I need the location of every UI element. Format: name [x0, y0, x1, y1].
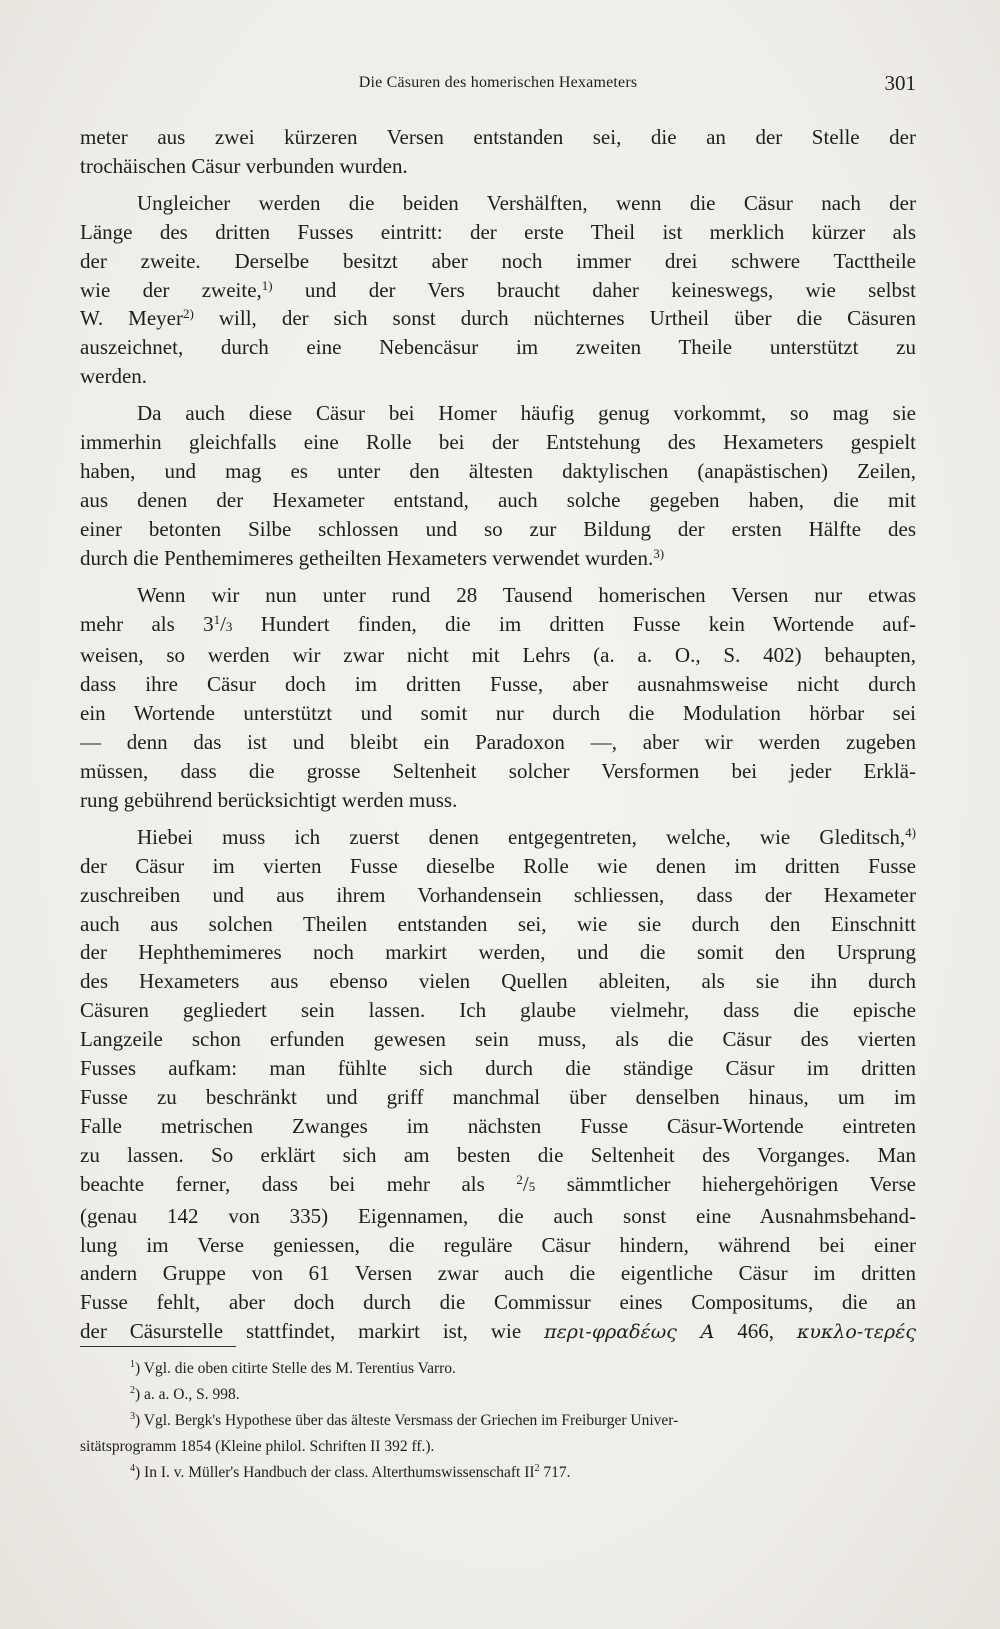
- fraction-denominator: 5: [528, 1178, 536, 1194]
- text-line: Falle metrischen Zwanges im nächsten Fusse Cäsur-Wortende eintreten: [80, 1113, 916, 1138]
- footnote-ref: 2): [183, 306, 194, 322]
- text-segment: sämmtlicher hiehergehörigen Verse: [535, 1171, 917, 1196]
- text-segment: beachte ferner, dass bei mehr als: [80, 1171, 517, 1196]
- footnote-text: 717.: [539, 1464, 571, 1481]
- fraction-numerator: 2: [516, 1171, 523, 1187]
- footnotes: [80, 1356, 916, 1486]
- text-line: auch aus solchen Theilen entstanden sei, wie sie durch den Einschnitt: [80, 911, 916, 936]
- text-line: der Cäsur im vierten Fusse dieselbe Rolle wie denen im dritten Fusse: [80, 853, 916, 878]
- paragraph-2: [80, 189, 916, 391]
- paragraph-3: [80, 399, 916, 572]
- text-line: [80, 1170, 916, 1202]
- text-line: zu lassen. So erklärt sich am besten die Seltenheit des Vorganges. Man: [80, 1142, 916, 1167]
- text-segment: durch die Penthemimeres getheilten Hexameters verwendet wurden.: [80, 545, 654, 570]
- text-line: trochäischen Cäsur verbunden wurden.: [80, 153, 408, 178]
- footnote-number: 2: [130, 1385, 135, 1396]
- footnote-2: [80, 1382, 916, 1408]
- text-line: lung im Verse geniessen, die reguläre Cäsur hindern, während bei einer: [80, 1232, 916, 1257]
- footnote-text: ) Vgl. die oben citirte Stelle des M. Terentius Varro.: [135, 1360, 456, 1377]
- text-line: Da auch diese Cäsur bei Homer häufig genug vorkommt, so mag sie: [137, 401, 916, 426]
- footnote-number: 3: [130, 1411, 135, 1422]
- text-line: Langzeile schon erfunden gewesen sein muss, als die Cäsur des vierten: [80, 1027, 916, 1052]
- text-line: müssen, dass die grosse Seltenheit solcher Versformen bei jeder Erklä-: [80, 759, 916, 784]
- footnote-number: 1: [130, 1359, 135, 1370]
- text-line: ein Wortende unterstützt und somit nur durch die Modulation hörbar sei: [80, 701, 916, 726]
- text-segment: und der Vers braucht daher keineswegs, wie selbst: [272, 277, 916, 302]
- text-line: — denn das ist und bleibt ein Paradoxon —, aber wir werden zugeben: [80, 730, 916, 755]
- text-segment: Hiebei muss ich zuerst denen entgegentreten, welche, wie Gleditsch,: [137, 824, 906, 849]
- text-line: einer betonten Silbe schlossen und so zur Bildung der ersten Hälfte des: [80, 516, 916, 541]
- superscript: 2: [534, 1463, 540, 1474]
- text-line: Ungleicher werden die beiden Vershälften, wenn die Cäsur nach der: [137, 190, 916, 215]
- text-segment: Hundert finden, die im dritten Fusse kein Wortende auf-: [232, 611, 916, 636]
- text-line: des Hexameters aus ebenso vielen Quellen ableiten, als sie ihn durch: [80, 969, 916, 994]
- text-segment: 466,: [714, 1319, 797, 1344]
- footnote-3: [80, 1408, 916, 1434]
- page-number: 301: [884, 71, 916, 95]
- body-text: [80, 123, 916, 1355]
- text-line: der Hephthemimeres noch markirt werden, und die somit den Ursprung: [80, 940, 916, 965]
- footnote-ref: 1): [261, 277, 273, 293]
- text-line: Wenn wir nun unter rund 28 Tausend homerischen Versen nur etwas: [137, 582, 916, 607]
- footnote-4: [80, 1460, 916, 1486]
- fraction-slash: /: [220, 611, 226, 636]
- footnote-ref: 3): [653, 545, 665, 561]
- text-segment: wie der zweite,: [80, 277, 262, 302]
- text-line: [80, 276, 916, 305]
- text-line: Fusses aufkam: man fühlte sich durch die ständige Cäsur im dritten: [80, 1056, 916, 1081]
- text-segment: der Cäsurstelle stattfindet, markirt ist, wie: [80, 1319, 545, 1344]
- fraction-slash: /: [522, 1171, 529, 1196]
- fraction-denominator: 3: [225, 618, 233, 634]
- text-line: Fusse zu beschränkt und griff manchmal über denselben hinaus, um im: [80, 1085, 916, 1109]
- footnote-text: ) Vgl. Bergk's Hypothese über das älteste Versmass der Griechen im Freiburger Univer-: [135, 1412, 679, 1429]
- text-line: Fusse fehlt, aber doch durch die Commissur eines Compositums, die an: [80, 1290, 916, 1315]
- footnote-1: [80, 1356, 916, 1382]
- text-line: rung gebührend berücksichtigt werden muss.: [80, 787, 458, 812]
- footnote-rule: [80, 1346, 236, 1347]
- text-line: (genau 142 von 335) Eigennamen, die auch sonst eine Ausnahmsbehand-: [80, 1203, 916, 1228]
- footnote-ref: 4): [905, 824, 916, 840]
- text-segment: will, der sich sonst durch nüchternes Urtheil über die Cäsuren: [193, 306, 916, 331]
- text-line: dass ihre Cäsur doch im dritten Fusse, aber ausnahmsweise nicht durch: [80, 672, 916, 697]
- text-segment: mehr als 3: [80, 611, 214, 636]
- text-line: [80, 304, 916, 333]
- text-line: der zweite. Derselbe besitzt aber noch immer drei schwere Tacttheile: [80, 248, 916, 273]
- greek-word: περι-φραδέως: [544, 1321, 677, 1344]
- text-line: auszeichnet, durch eine Nebencäsur im zweiten Theile unterstützt zu: [80, 335, 916, 360]
- text-line: zuschreiben und aus ihrem Vorhandensein schliessen, dass der Hexameter: [80, 882, 916, 907]
- footnote-text: ) In I. v. Müller's Handbuch der class. Alterthumswissenschaft II: [135, 1464, 535, 1481]
- text-line: andern Gruppe von 61 Versen zwar auch die eigentliche Cäsur im dritten: [80, 1261, 916, 1286]
- page-header: [80, 71, 916, 98]
- text-line: immerhin gleichfalls eine Rolle bei der Entstehung des Hexameters gespielt: [80, 430, 916, 455]
- text-line: haben, und mag es unter den ältesten daktylischen (anapästischen) Zeilen,: [80, 458, 916, 483]
- greek-word: κυκλο-τερές: [796, 1321, 917, 1344]
- text-line: weisen, so werden wir zwar nicht mit Lehrs (a. a. O., S. 402) behaupten,: [80, 643, 916, 668]
- text-line: [80, 544, 916, 573]
- text-line: [80, 823, 916, 852]
- paragraph-4: [80, 581, 916, 815]
- paragraph-5: [80, 823, 916, 1347]
- footnote-text: ) a. a. O., S. 998.: [135, 1386, 240, 1403]
- text-line: meter aus zwei kürzeren Versen entstanden sei, die an der Stelle der: [80, 125, 916, 149]
- book-letter: Α: [676, 1321, 715, 1344]
- text-line: Länge des dritten Fusses eintritt: der erste Theil ist merklich kürzer als: [80, 219, 916, 244]
- fraction-numerator: 1: [213, 611, 221, 627]
- footnote-3-continued: sitätsprogramm 1854 (Kleine philol. Schriften II 392 ff.).: [80, 1438, 435, 1455]
- paragraph-1: [80, 123, 916, 181]
- text-line: [80, 1317, 916, 1347]
- text-line: [80, 610, 916, 642]
- footnote-number: 4: [130, 1463, 135, 1474]
- text-line: werden.: [80, 364, 148, 389]
- running-head: Die Cäsuren des homerischen Hexameters: [358, 74, 638, 91]
- text-segment: W. Meyer: [80, 306, 183, 331]
- text-line: aus denen der Hexameter entstand, auch solche gegeben haben, die mit: [80, 487, 916, 512]
- text-line: Cäsuren gegliedert sein lassen. Ich glaube vielmehr, dass die epische: [80, 998, 916, 1023]
